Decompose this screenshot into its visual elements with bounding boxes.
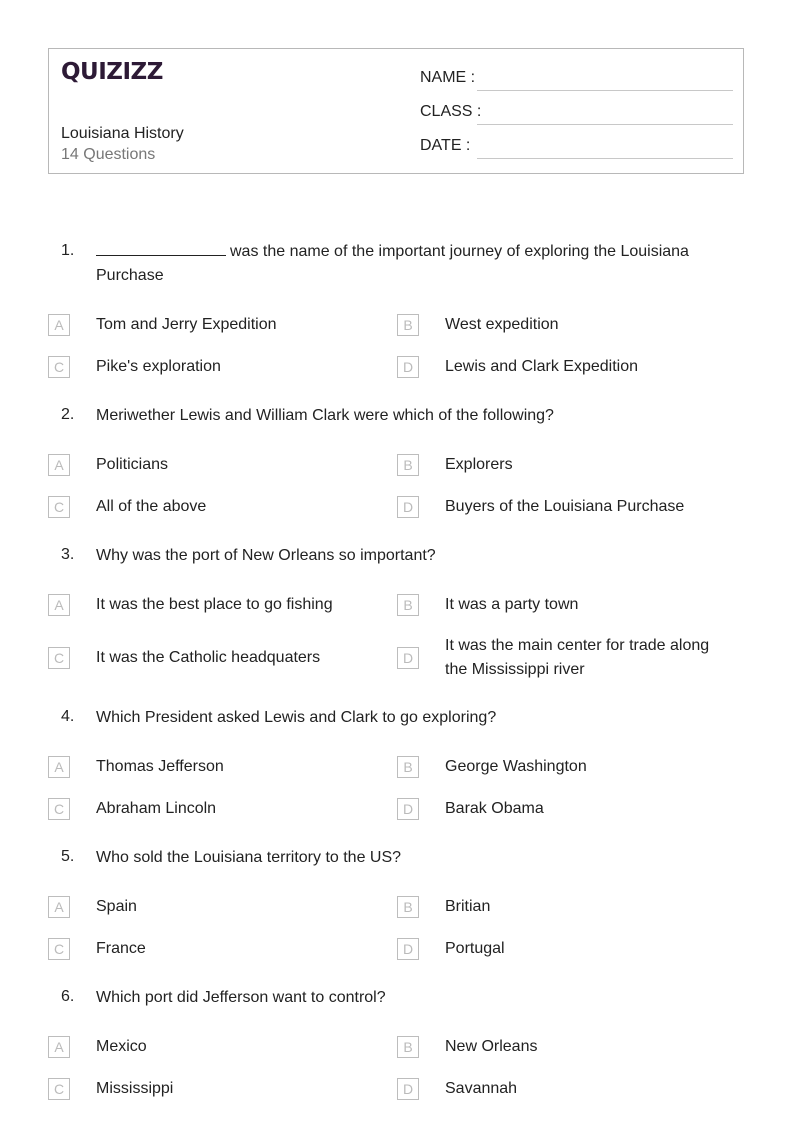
quizizz-logo: QUIZIZZ [61, 59, 163, 85]
option-box-c[interactable]: C [48, 496, 70, 518]
option-box-d[interactable]: D [397, 798, 419, 820]
question-text: Meriwether Lewis and William Clark were which of the following? [96, 407, 554, 424]
option-box-a[interactable]: A [48, 1036, 70, 1058]
option-text: Explorers [445, 456, 513, 473]
question-text: Which President asked Lewis and Clark to go exploring? [96, 709, 497, 726]
option-box-a[interactable]: A [48, 756, 70, 778]
option-box-a[interactable]: A [48, 896, 70, 918]
option-box-c[interactable]: C [48, 356, 70, 378]
question-number: 1. [61, 242, 75, 259]
option-text: It was the Catholic headquaters [96, 649, 321, 666]
option-text: Pike's exploration [96, 358, 221, 375]
option-box-d[interactable]: D [397, 356, 419, 378]
class-field [420, 103, 482, 121]
option-box-a[interactable]: A [48, 594, 70, 616]
option-text: Spain [96, 898, 137, 915]
date-label: DATE : [420, 137, 471, 154]
question-text: Why was the port of New Orleans so important? [96, 547, 436, 564]
option-text: George Washington [445, 758, 587, 775]
option-box-d[interactable]: D [397, 1078, 419, 1100]
option-text: Mississippi [96, 1080, 174, 1097]
option-box-d[interactable]: D [397, 496, 419, 518]
option-text: New Orleans [445, 1038, 538, 1055]
question-number: 6. [61, 988, 75, 1005]
name-line[interactable] [477, 90, 733, 91]
question-text: Who sold the Louisiana territory to the US? [96, 849, 402, 866]
option-box-c[interactable]: C [48, 938, 70, 960]
option-box-b[interactable]: B [397, 1036, 419, 1058]
option-text: Politicians [96, 456, 169, 473]
date-field [420, 137, 476, 155]
option-text: West expedition [445, 316, 559, 333]
class-label: CLASS : [420, 103, 482, 120]
option-box-c[interactable]: C [48, 647, 70, 669]
option-box-b[interactable]: B [397, 896, 419, 918]
option-text: It was the best place to go fishing [96, 596, 333, 613]
option-text: Mexico [96, 1038, 147, 1055]
name-label: NAME : [420, 69, 476, 86]
question-number: 4. [61, 708, 75, 725]
worksheet-title: Louisiana History [61, 125, 184, 142]
option-box-d[interactable]: D [397, 647, 419, 669]
question-number: 2. [61, 406, 75, 423]
option-text: Buyers of the Louisiana Purchase [445, 498, 685, 515]
option-box-d[interactable]: D [397, 938, 419, 960]
option-text: Abraham Lincoln [96, 800, 217, 817]
option-text: Lewis and Clark Expedition [445, 358, 638, 375]
question-count: 14 Questions [61, 146, 156, 163]
option-text: It was the main center for trade along the Mississippi river [445, 637, 710, 678]
option-text: All of the above [96, 498, 207, 515]
worksheet-header [48, 48, 744, 174]
option-box-c[interactable]: C [48, 798, 70, 820]
question-text: was the name of the important journey of exploring the Louisiana Purchase [96, 243, 689, 284]
option-box-a[interactable]: A [48, 314, 70, 336]
option-text: Britian [445, 898, 491, 915]
option-text: Savannah [445, 1080, 518, 1097]
fill-in-blank [96, 241, 226, 256]
option-text: Thomas Jefferson [96, 758, 224, 775]
option-text: Tom and Jerry Expedition [96, 316, 277, 333]
class-line[interactable] [477, 124, 733, 125]
option-box-b[interactable]: B [397, 594, 419, 616]
question-text: Which port did Jefferson want to control? [96, 989, 386, 1006]
option-text: It was a party town [445, 596, 579, 613]
option-box-b[interactable]: B [397, 314, 419, 336]
option-box-c[interactable]: C [48, 1078, 70, 1100]
option-box-b[interactable]: B [397, 454, 419, 476]
question-number: 5. [61, 848, 75, 865]
option-text: Portugal [445, 940, 505, 957]
date-line[interactable] [477, 158, 733, 159]
question-number: 3. [61, 546, 75, 563]
name-field [420, 69, 476, 87]
option-text: France [96, 940, 146, 957]
option-box-a[interactable]: A [48, 454, 70, 476]
option-box-b[interactable]: B [397, 756, 419, 778]
option-text: Barak Obama [445, 800, 544, 817]
